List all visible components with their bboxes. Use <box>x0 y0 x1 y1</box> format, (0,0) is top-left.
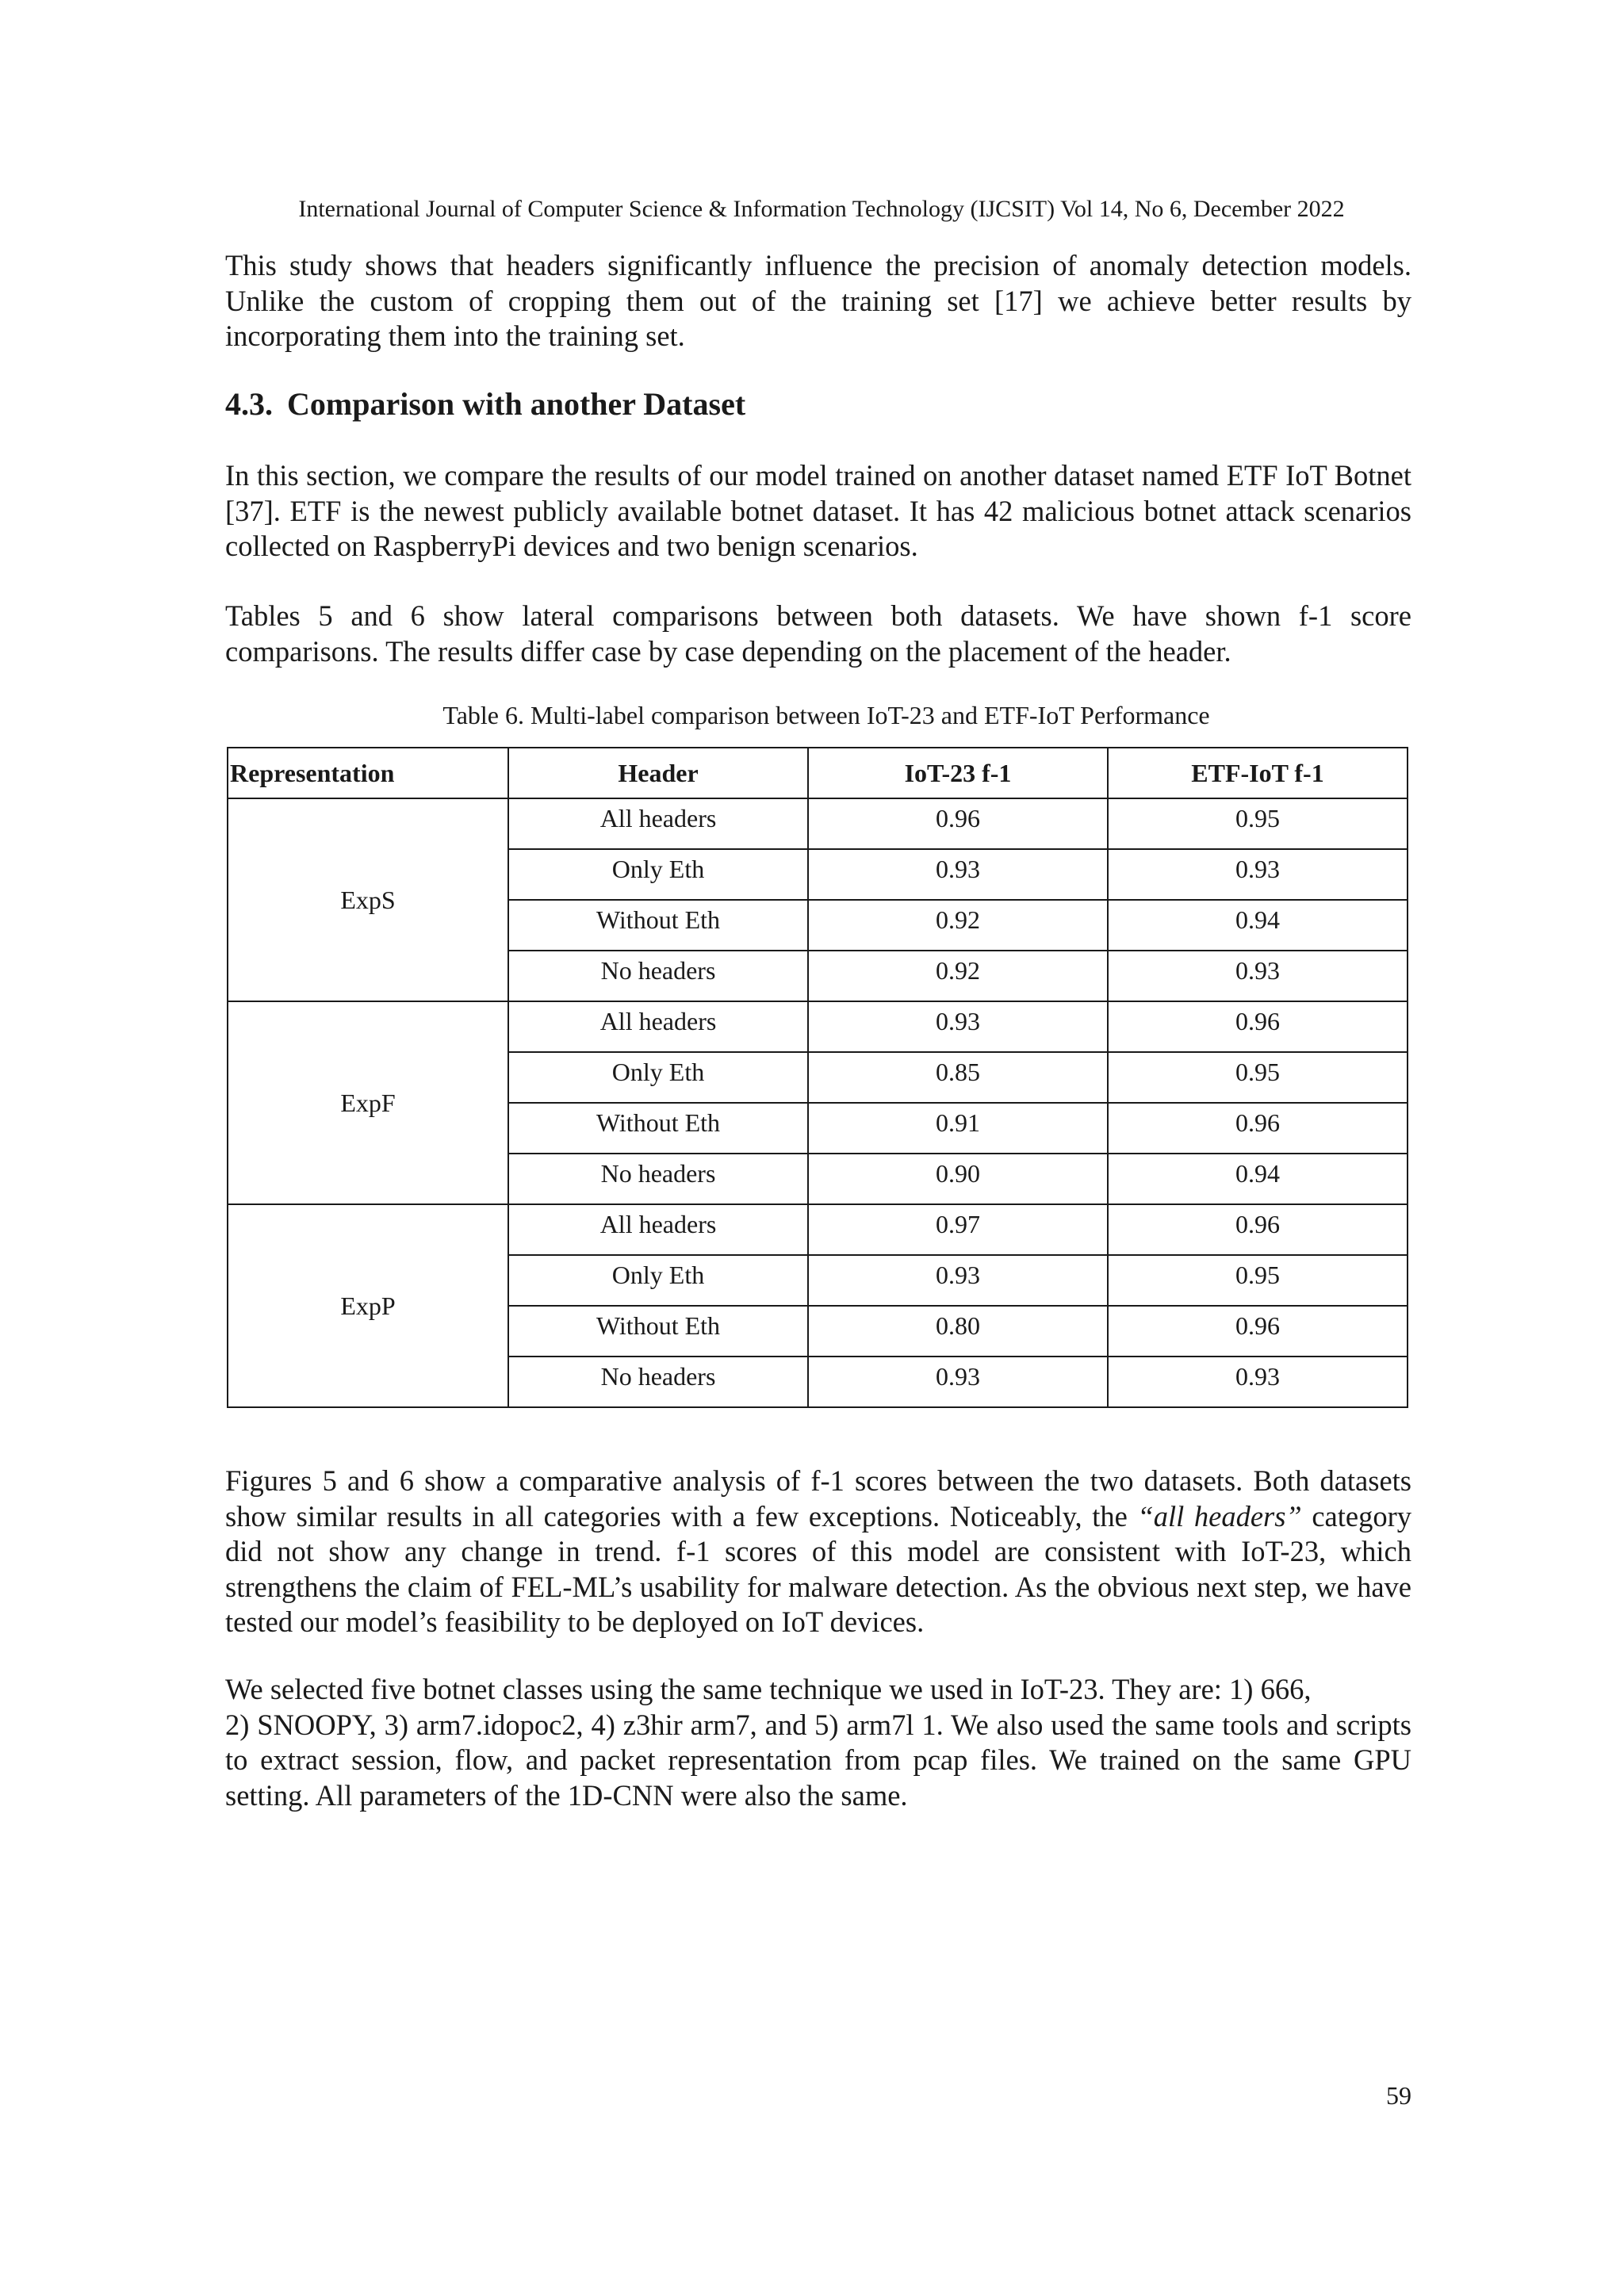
header-cell: No headers <box>508 951 808 1001</box>
header-cell: All headers <box>508 1204 808 1255</box>
etf-f1-cell: 0.95 <box>1108 1052 1408 1103</box>
column-header-iot23: IoT-23 f-1 <box>808 748 1108 798</box>
header-cell: Only Eth <box>508 1255 808 1306</box>
table-header-row <box>228 748 1408 798</box>
column-header-header: Header <box>508 748 808 798</box>
figures-italic-phrase: “all headers” <box>1137 1499 1302 1533</box>
table-row <box>228 798 1408 849</box>
section-number: 4.3. <box>225 386 273 422</box>
figures-text-end: category did not show any change in trend. f-1 scores of this model are consistent with IoT-23, which strengthens the claim of FEL-ML’s usability for malware detection. As the obvious next step, we have tested our model’s feasibility to be deployed on IoT devices. <box>225 1499 1411 1638</box>
table-caption: Table 6. Multi-label comparison between IoT-23 and ETF-IoT Performance <box>442 701 1210 729</box>
intro-paragraph: This study shows that headers significantly influence the precision of anomaly detection models. Unlike the custom of cropping them out of the training set [17] we achieve better results by incorporating them into the training set. <box>225 249 1411 352</box>
figures-analysis-paragraph <box>225 1464 1411 1640</box>
table-row <box>228 1204 1408 1255</box>
etf-f1-cell: 0.93 <box>1108 951 1408 1001</box>
etf-f1-cell: 0.96 <box>1108 1306 1408 1357</box>
figures-text-start: Figures 5 and 6 show a comparative analysis of f-1 scores between the two datasets. Both datasets show similar results in all categories with a few exceptions. Noticeably, the <box>225 1464 1411 1533</box>
column-header-etf: ETF-IoT f-1 <box>1108 748 1408 798</box>
header-cell: Without Eth <box>508 900 808 951</box>
header-cell: Only Eth <box>508 1052 808 1103</box>
iot23-f1-cell: 0.92 <box>808 900 1108 951</box>
representation-cell: ExpP <box>228 1204 508 1407</box>
iot23-f1-cell: 0.90 <box>808 1154 1108 1204</box>
botnet-remaining-text: 2) SNOOPY, 3) arm7.idopoc2, 4) z3hir arm7, and 5) arm7l 1. We also used the same tools and scripts to extract session, flow, and packet representation from pcap files. We trained on the same GPU setting. All parameters of the 1D-CNN were also the same. <box>225 1708 1411 1812</box>
botnet-first-line: We selected five botnet classes using the same technique we used in IoT-23. They are: 1) 666, <box>225 1673 1312 1705</box>
iot23-f1-cell: 0.96 <box>808 798 1108 849</box>
header-cell: Without Eth <box>508 1306 808 1357</box>
iot23-f1-cell: 0.91 <box>808 1103 1108 1154</box>
iot23-f1-cell: 0.93 <box>808 1357 1108 1407</box>
etf-f1-cell: 0.93 <box>1108 1357 1408 1407</box>
iot23-f1-cell: 0.97 <box>808 1204 1108 1255</box>
dataset-intro-paragraph: In this section, we compare the results of our model trained on another dataset named ETF IoT Botnet [37]. ETF is the newest publicly available botnet dataset. It has 42 malicious botnet attack scenarios collected on RaspberryPi devices and two benign scenarios. <box>225 459 1411 562</box>
iot23-f1-cell: 0.85 <box>808 1052 1108 1103</box>
representation-cell: ExpS <box>228 798 508 1001</box>
etf-f1-cell: 0.95 <box>1108 798 1408 849</box>
section-title: Comparison with another Dataset <box>287 386 746 422</box>
etf-f1-cell: 0.94 <box>1108 900 1408 951</box>
etf-f1-cell: 0.94 <box>1108 1154 1408 1204</box>
etf-f1-cell: 0.95 <box>1108 1255 1408 1306</box>
header-cell: Only Eth <box>508 849 808 900</box>
header-cell: Without Eth <box>508 1103 808 1154</box>
etf-f1-cell: 0.96 <box>1108 1103 1408 1154</box>
tables-comparison-paragraph: Tables 5 and 6 show lateral comparisons between both datasets. We have shown f-1 score comparisons. The results differ case by case depending on the placement of the header. <box>225 599 1411 668</box>
header-cell: No headers <box>508 1357 808 1407</box>
etf-f1-cell: 0.96 <box>1108 1001 1408 1052</box>
iot23-f1-cell: 0.93 <box>808 1001 1108 1052</box>
header-cell: All headers <box>508 798 808 849</box>
iot23-f1-cell: 0.92 <box>808 951 1108 1001</box>
representation-cell: ExpF <box>228 1001 508 1204</box>
etf-f1-cell: 0.96 <box>1108 1204 1408 1255</box>
etf-f1-cell: 0.93 <box>1108 849 1408 900</box>
page-number: 59 <box>1386 2081 1411 2110</box>
comparison-table <box>227 747 1408 1408</box>
iot23-f1-cell: 0.93 <box>808 1255 1108 1306</box>
table-row <box>228 1001 1408 1052</box>
header-cell: No headers <box>508 1154 808 1204</box>
column-header-representation: Representation <box>228 748 508 798</box>
botnet-classes-paragraph <box>225 1672 1411 1813</box>
iot23-f1-cell: 0.93 <box>808 849 1108 900</box>
header-cell: All headers <box>508 1001 808 1052</box>
section-heading <box>225 385 745 424</box>
iot23-f1-cell: 0.80 <box>808 1306 1108 1357</box>
running-header: International Journal of Computer Science & Information Technology (IJCSIT) Vol 14, No 6, December 2022 <box>298 196 1345 222</box>
